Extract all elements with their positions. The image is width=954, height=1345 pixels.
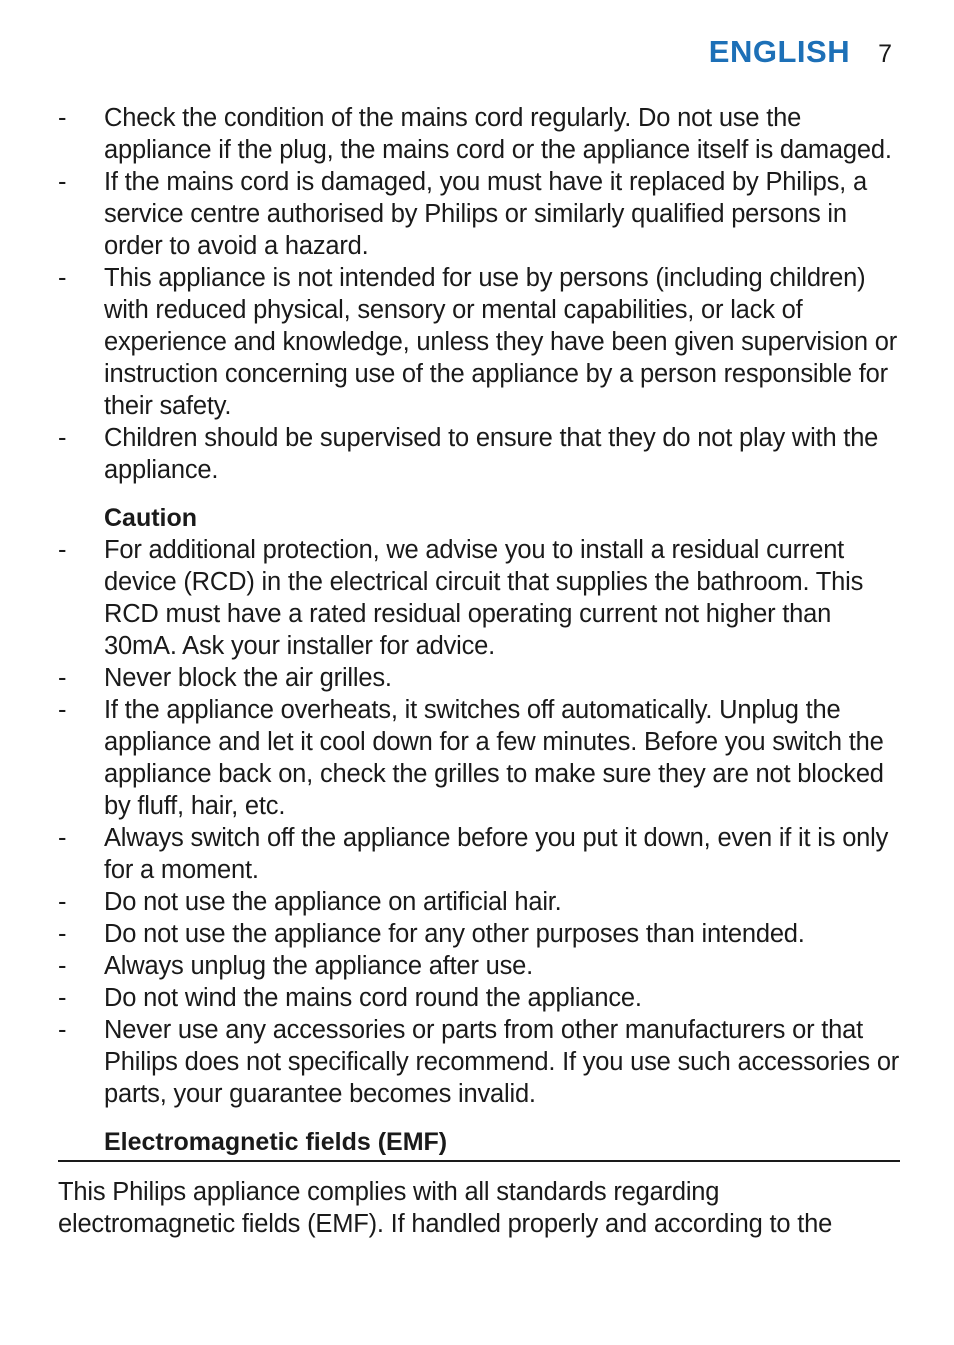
list-item-text: Never use any accessories or parts from other manufacturers or that Philips does not specifically recommend. If you use such accessories or parts, your guarantee becomes invalid. <box>104 1016 900 1108</box>
bullet-dash: - <box>58 920 67 948</box>
warnings-list <box>58 102 900 486</box>
bullet-dash: - <box>58 984 67 1012</box>
list-item-text: Do not wind the mains cord round the appliance. <box>104 984 642 1012</box>
language-label: ENGLISH <box>708 34 851 69</box>
bullet-dash: - <box>58 424 67 452</box>
list-item-text: Do not use the appliance on artificial hair. <box>104 888 562 916</box>
bullet-dash: - <box>58 824 67 852</box>
list-item <box>58 534 900 662</box>
list-item-text: Never block the air grilles. <box>104 664 392 692</box>
bullet-dash: - <box>58 696 67 724</box>
emf-paragraph: This Philips appliance complies with all standards regarding electromagnetic fields (EMF). If handled properly and according to the <box>58 1178 833 1238</box>
caution-list <box>58 534 900 1110</box>
list-item-text: Check the condition of the mains cord regularly. Do not use the appliance if the plug, the mains cord or the appliance itself is damaged. <box>104 104 892 164</box>
list-item-text: If the mains cord is damaged, you must have it replaced by Philips, a service centre authorised by Philips or similarly qualified persons in order to avoid a hazard. <box>104 168 867 260</box>
list-item <box>58 950 900 982</box>
list-item-text: Children should be supervised to ensure that they do not play with the appliance. <box>104 424 879 484</box>
list-item <box>58 1014 900 1110</box>
list-item <box>58 102 900 166</box>
bullet-dash: - <box>58 888 67 916</box>
list-item <box>58 422 900 486</box>
bullet-dash: - <box>58 264 67 292</box>
list-item <box>58 886 900 918</box>
list-item <box>58 918 900 950</box>
caution-heading: Caution <box>104 504 198 532</box>
list-item <box>58 166 900 262</box>
bullet-dash: - <box>58 536 67 564</box>
list-item-text: Do not use the appliance for any other purposes than intended. <box>104 920 805 948</box>
bullet-dash: - <box>58 664 67 692</box>
page-header <box>709 34 892 70</box>
emf-heading: Electromagnetic fields (EMF) <box>58 1126 900 1162</box>
page-content <box>58 102 900 1240</box>
list-item <box>58 662 900 694</box>
bullet-dash: - <box>58 952 67 980</box>
list-item-text: Always switch off the appliance before you put it down, even if it is only for a moment. <box>104 824 889 884</box>
page-number: 7 <box>878 40 892 68</box>
list-item <box>58 982 900 1014</box>
list-item-text: This appliance is not intended for use by persons (including children) with reduced physical, sensory or mental capabilities, or lack of experience and knowledge, unless they have been given supervision or instruction concerning use of the appliance by a person responsible for their safety. <box>104 264 898 420</box>
bullet-dash: - <box>58 168 67 196</box>
list-item <box>58 822 900 886</box>
list-item-text: If the appliance overheats, it switches off automatically. Unplug the appliance and let it cool down for a few minutes. Before you switch the appliance back on, check the grilles to make sure they are not blocked by fluff, hair, etc. <box>104 696 884 820</box>
bullet-dash: - <box>58 104 67 132</box>
bullet-dash: - <box>58 1016 67 1044</box>
list-item-text: Always unplug the appliance after use. <box>104 952 534 980</box>
list-item-text: For additional protection, we advise you to install a residual current device (RCD) in the electrical circuit that supplies the bathroom. This RCD must have a rated residual operating current not higher than 30mA. Ask your installer for advice. <box>104 536 864 660</box>
list-item <box>58 694 900 822</box>
list-item <box>58 262 900 422</box>
